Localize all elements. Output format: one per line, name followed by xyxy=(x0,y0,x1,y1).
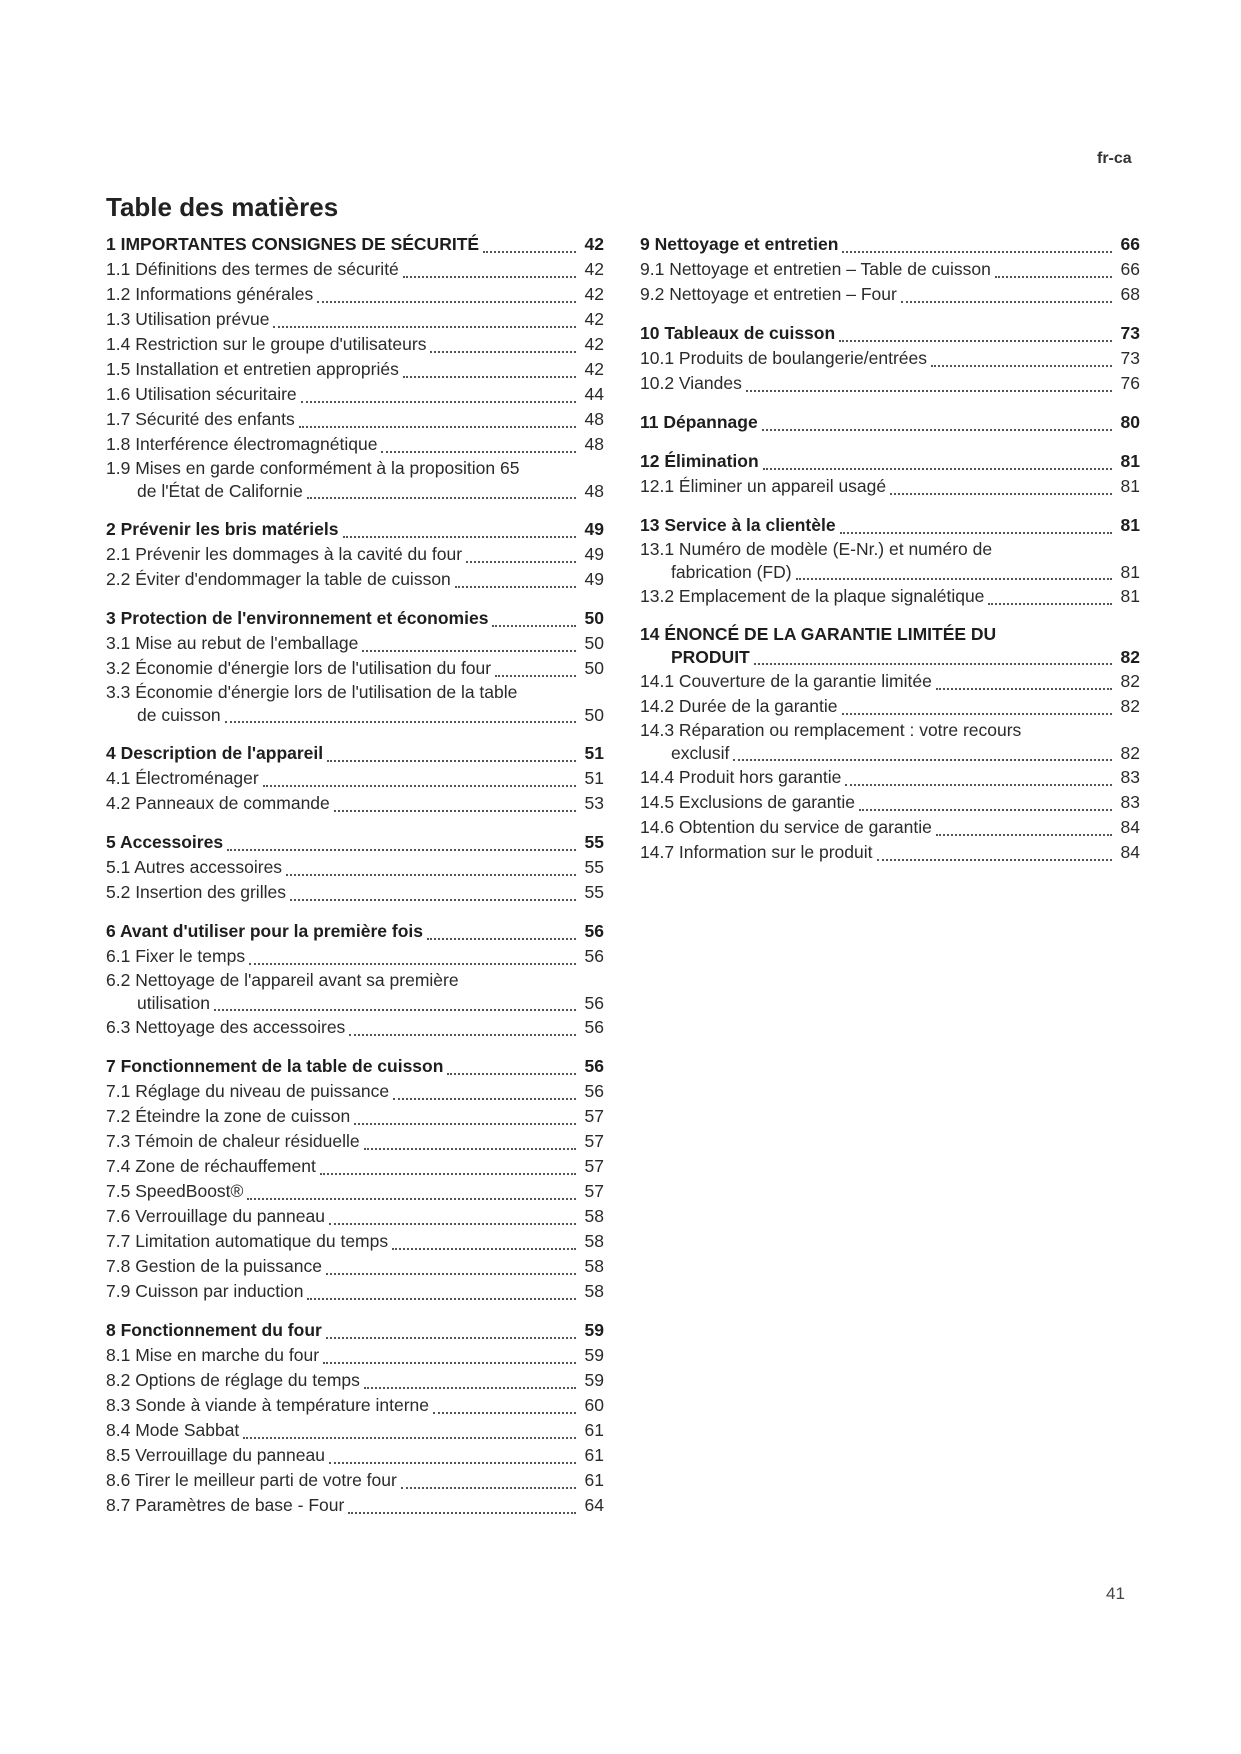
toc-entry-label: 2.2 Éviter d'endommager la table de cuisson xyxy=(106,569,451,589)
toc-page-number: 57 xyxy=(584,1156,604,1176)
dot-leader xyxy=(393,1098,576,1100)
toc-entry-label: 7.2 Éteindre la zone de cuisson xyxy=(106,1106,351,1126)
section-spacer xyxy=(640,396,1140,410)
toc-section-entry[interactable] xyxy=(640,765,1140,790)
toc-chapter-entry[interactable] xyxy=(640,321,1140,346)
toc-page-number: 61 xyxy=(584,1470,604,1490)
toc-entry-label: 6 Avant d'utiliser pour la première fois xyxy=(106,921,423,941)
toc-page-number: 55 xyxy=(584,857,604,877)
toc-page-number: 48 xyxy=(584,434,604,454)
toc-section-entry[interactable] xyxy=(640,790,1140,815)
toc-entry-label: 1.3 Utilisation prévue xyxy=(106,309,270,329)
toc-chapter-entry[interactable] xyxy=(640,513,1140,538)
dot-leader xyxy=(403,276,576,278)
toc-section-entry[interactable] xyxy=(640,538,1140,584)
dot-leader xyxy=(307,497,576,499)
toc-entry-label: 12 Élimination xyxy=(640,451,759,471)
toc-section-entry[interactable] xyxy=(640,669,1140,694)
toc-left-column xyxy=(106,232,604,1518)
toc-section-entry[interactable] xyxy=(106,1179,604,1204)
toc-entry-label: 14.6 Obtention du service de garantie xyxy=(640,817,932,837)
toc-entry-label: 6.3 Nettoyage des accessoires xyxy=(106,1017,346,1037)
dot-leader xyxy=(877,859,1113,861)
dot-leader xyxy=(317,301,576,303)
toc-entry-label: 2 Prévenir les bris matériels xyxy=(106,519,339,539)
toc-entry-label: 14.2 Durée de la garantie xyxy=(640,696,838,716)
dot-leader xyxy=(227,849,576,851)
toc-entry-label: 3.3 Économie d'énergie lors de l'utilisation de la table xyxy=(106,682,518,702)
dot-leader xyxy=(796,578,1112,580)
toc-chapter-entry[interactable] xyxy=(640,449,1140,474)
dot-leader xyxy=(323,1362,576,1364)
toc-page-number: 83 xyxy=(1120,767,1140,787)
toc-entry-label: 8.1 Mise en marche du four xyxy=(106,1345,320,1365)
dot-leader xyxy=(392,1248,576,1250)
toc-section-entry[interactable] xyxy=(106,332,604,357)
dot-leader xyxy=(403,376,576,378)
toc-section-entry[interactable] xyxy=(106,1468,604,1493)
toc-chapter-entry[interactable] xyxy=(640,232,1140,257)
toc-page-number: 82 xyxy=(1120,647,1140,667)
toc-page-number: 64 xyxy=(584,1495,604,1515)
toc-page-number: 44 xyxy=(584,384,604,404)
toc-page-number: 42 xyxy=(584,309,604,329)
toc-entry-label: 10.1 Produits de boulangerie/entrées xyxy=(640,348,928,368)
toc-section-entry[interactable] xyxy=(106,282,604,307)
toc-entry-label: 1.8 Interférence électromagnétique xyxy=(106,434,378,454)
section-spacer xyxy=(640,435,1140,449)
toc-section-entry[interactable] xyxy=(640,346,1140,371)
dot-leader xyxy=(427,938,576,940)
toc-entry-label: 14.7 Information sur le produit xyxy=(640,842,873,862)
dot-leader xyxy=(290,899,576,901)
toc-page-number: 42 xyxy=(584,359,604,379)
toc-page-number: 50 xyxy=(584,633,604,653)
toc-entry-label-continued: exclusif xyxy=(671,743,730,763)
dot-leader xyxy=(364,1148,576,1150)
toc-entry-label: 7.5 SpeedBoost® xyxy=(106,1181,244,1201)
toc-page-number: 56 xyxy=(584,1081,604,1101)
toc-page-number: 81 xyxy=(1120,562,1140,582)
toc-page-number: 42 xyxy=(584,334,604,354)
dot-leader xyxy=(859,809,1112,811)
toc-entry-label: 14.1 Couverture de la garantie limitée xyxy=(640,671,932,691)
toc-page-number: 60 xyxy=(584,1395,604,1415)
toc-page-number: 59 xyxy=(584,1345,604,1365)
toc-section-entry[interactable] xyxy=(106,855,604,880)
dot-leader xyxy=(225,721,576,723)
toc-section-entry[interactable] xyxy=(106,1493,604,1518)
toc-section-entry[interactable] xyxy=(106,1254,604,1279)
dot-leader xyxy=(362,650,576,652)
toc-section-entry[interactable] xyxy=(106,1418,604,1443)
dot-leader xyxy=(495,675,576,677)
toc-entry-label: 8.7 Paramètres de base - Four xyxy=(106,1495,345,1515)
dot-leader xyxy=(343,536,577,538)
toc-page-number: 81 xyxy=(1120,515,1140,535)
dot-leader xyxy=(247,1198,576,1200)
toc-entry-label: 2.1 Prévenir les dommages à la cavité du four xyxy=(106,544,463,564)
dot-leader xyxy=(842,713,1113,715)
dot-leader xyxy=(845,784,1112,786)
toc-entry-label: 8.5 Verrouillage du panneau xyxy=(106,1445,325,1465)
dot-leader xyxy=(492,625,576,627)
section-spacer xyxy=(640,307,1140,321)
toc-page-number: 59 xyxy=(584,1320,604,1340)
dot-leader xyxy=(931,365,1112,367)
toc-entry-label-continued: utilisation xyxy=(137,993,210,1013)
toc-section-entry[interactable] xyxy=(640,257,1140,282)
dot-leader xyxy=(466,561,576,563)
toc-section-entry[interactable] xyxy=(106,1204,604,1229)
toc-page-number: 49 xyxy=(584,569,604,589)
toc-page-number: 51 xyxy=(584,743,604,763)
toc-page-number: 42 xyxy=(584,234,604,254)
toc-page-number: 81 xyxy=(1120,451,1140,471)
toc-section-entry[interactable] xyxy=(106,1393,604,1418)
dot-leader xyxy=(349,1034,576,1036)
dot-leader xyxy=(249,963,576,965)
toc-page-number: 55 xyxy=(584,832,604,852)
dot-leader xyxy=(354,1123,576,1125)
dot-leader xyxy=(320,1173,576,1175)
toc-section-entry[interactable] xyxy=(106,631,604,656)
section-spacer xyxy=(106,1040,604,1054)
toc-section-entry[interactable] xyxy=(106,791,604,816)
toc-section-entry[interactable] xyxy=(106,681,604,727)
toc-entry-label: 5 Accessoires xyxy=(106,832,224,852)
dot-leader xyxy=(447,1073,576,1075)
dot-leader xyxy=(890,493,1112,495)
toc-entry-label: 13.1 Numéro de modèle (E-Nr.) et numéro de xyxy=(640,539,993,559)
toc-entry-label: 7 Fonctionnement de la table de cuisson xyxy=(106,1056,444,1076)
dot-leader xyxy=(273,326,576,328)
toc-section-entry[interactable] xyxy=(106,1279,604,1304)
toc-entry-label: 3.2 Économie d'énergie lors de l'utilisation du four xyxy=(106,658,492,678)
dot-leader xyxy=(263,785,576,787)
toc-page-number: 61 xyxy=(584,1420,604,1440)
toc-section-entry[interactable] xyxy=(106,1368,604,1393)
dot-leader xyxy=(746,390,1112,392)
toc-page-number: 84 xyxy=(1120,817,1140,837)
page-number: 41 xyxy=(1106,1584,1125,1603)
dot-leader xyxy=(842,251,1112,253)
toc-entry-label: 4.2 Panneaux de commande xyxy=(106,793,330,813)
toc-section-entry[interactable] xyxy=(106,1015,604,1040)
toc-chapter-entry[interactable] xyxy=(640,410,1140,435)
toc-entry-label: 8.4 Mode Sabbat xyxy=(106,1420,240,1440)
toc-chapter-entry[interactable] xyxy=(106,830,604,855)
toc-section-entry[interactable] xyxy=(640,815,1140,840)
toc-entry-label: 7.6 Verrouillage du panneau xyxy=(106,1206,325,1226)
toc-entry-label: 14 ÉNONCÉ DE LA GARANTIE LIMITÉE DU xyxy=(640,624,997,644)
toc-section-entry[interactable] xyxy=(106,567,604,592)
toc-entry-label: 7.7 Limitation automatique du temps xyxy=(106,1231,389,1251)
toc-entry-label: 6.1 Fixer le temps xyxy=(106,946,246,966)
toc-entry-label: 1.4 Restriction sur le groupe d'utilisateurs xyxy=(106,334,427,354)
toc-page-number: 48 xyxy=(584,481,604,501)
toc-section-entry[interactable] xyxy=(106,307,604,332)
toc-entry-label: 3.1 Mise au rebut de l'emballage xyxy=(106,633,359,653)
toc-page-number: 58 xyxy=(584,1256,604,1276)
dot-leader xyxy=(301,401,576,403)
toc-section-entry[interactable] xyxy=(106,880,604,905)
toc-page-number: 56 xyxy=(584,1056,604,1076)
toc-entry-label-continued: fabrication (FD) xyxy=(671,562,792,582)
dot-leader xyxy=(348,1512,576,1514)
dot-leader xyxy=(433,1412,576,1414)
toc-section-entry[interactable] xyxy=(106,407,604,432)
section-spacer xyxy=(106,592,604,606)
section-spacer xyxy=(106,727,604,741)
dot-leader xyxy=(733,759,1112,761)
toc-page-number: 50 xyxy=(584,705,604,725)
toc-section-entry[interactable] xyxy=(106,766,604,791)
dot-leader xyxy=(243,1437,576,1439)
toc-chapter-entry[interactable] xyxy=(106,919,604,944)
toc-entry-label: 1 IMPORTANTES CONSIGNES DE SÉCURITÉ xyxy=(106,234,480,254)
dot-leader xyxy=(334,810,576,812)
dot-leader xyxy=(483,251,576,253)
dot-leader xyxy=(329,1223,576,1225)
toc-entry-label: 3 Protection de l'environnement et économies xyxy=(106,608,489,628)
toc-page-number: 81 xyxy=(1120,476,1140,496)
toc-entry-label: 7.8 Gestion de la puissance xyxy=(106,1256,322,1276)
dot-leader xyxy=(364,1387,576,1389)
toc-section-entry[interactable] xyxy=(106,1079,604,1104)
toc-page-number: 58 xyxy=(584,1206,604,1226)
toc-entry-label: 8.3 Sonde à viande à température interne xyxy=(106,1395,429,1415)
toc-entry-label: 13.2 Emplacement de la plaque signalétique xyxy=(640,586,985,606)
toc-page-number: 49 xyxy=(584,544,604,564)
toc-page-number: 68 xyxy=(1120,284,1140,304)
toc-section-entry[interactable] xyxy=(106,357,604,382)
toc-page-number: 57 xyxy=(584,1106,604,1126)
dot-leader xyxy=(430,351,576,353)
toc-entry-label: 1.6 Utilisation sécuritaire xyxy=(106,384,297,404)
toc-entry-label: 9 Nettoyage et entretien xyxy=(640,234,839,254)
toc-section-entry[interactable] xyxy=(106,1154,604,1179)
toc-chapter-entry[interactable] xyxy=(640,623,1140,669)
toc-section-entry[interactable] xyxy=(106,1129,604,1154)
dot-leader xyxy=(839,340,1112,342)
toc-section-entry[interactable] xyxy=(106,1104,604,1129)
toc-page-number: 56 xyxy=(584,946,604,966)
toc-page-number: 58 xyxy=(584,1231,604,1251)
toc-entry-label: 5.1 Autres accessoires xyxy=(106,857,283,877)
toc-page-number: 76 xyxy=(1120,373,1140,393)
dot-leader xyxy=(286,874,576,876)
toc-chapter-entry[interactable] xyxy=(106,1054,604,1079)
toc-entry-label: 4 Description de l'appareil xyxy=(106,743,324,763)
toc-entry-label: 8 Fonctionnement du four xyxy=(106,1320,322,1340)
dot-leader xyxy=(299,426,576,428)
toc-section-entry[interactable] xyxy=(106,457,604,503)
dot-leader xyxy=(326,1273,576,1275)
toc-entry-label: 10.2 Viandes xyxy=(640,373,742,393)
section-spacer xyxy=(640,499,1140,513)
dot-leader xyxy=(936,834,1112,836)
toc-chapter-entry[interactable] xyxy=(106,517,604,542)
dot-leader xyxy=(455,586,576,588)
toc-entry-label: 9.1 Nettoyage et entretien – Table de cuisson xyxy=(640,259,991,279)
toc-entry-label: 1.7 Sécurité des enfants xyxy=(106,409,295,429)
toc-entry-label: 7.3 Témoin de chaleur résiduelle xyxy=(106,1131,360,1151)
toc-section-entry[interactable] xyxy=(106,1229,604,1254)
toc-chapter-entry[interactable] xyxy=(106,1318,604,1343)
section-spacer xyxy=(106,905,604,919)
toc-section-entry[interactable] xyxy=(106,969,604,1015)
dot-leader xyxy=(329,1462,576,1464)
toc-page-number: 57 xyxy=(584,1131,604,1151)
toc-entry-label: 9.2 Nettoyage et entretien – Four xyxy=(640,284,897,304)
toc-section-entry[interactable] xyxy=(640,694,1140,719)
toc-right-column xyxy=(640,232,1140,865)
toc-page-number: 66 xyxy=(1120,259,1140,279)
dot-leader xyxy=(762,429,1112,431)
toc-section-entry[interactable] xyxy=(640,584,1140,609)
toc-page-number: 50 xyxy=(584,658,604,678)
toc-page-number: 53 xyxy=(584,793,604,813)
toc-entry-label: 7.9 Cuisson par induction xyxy=(106,1281,304,1301)
dot-leader xyxy=(763,468,1112,470)
toc-page-number: 82 xyxy=(1120,696,1140,716)
toc-section-entry[interactable] xyxy=(640,719,1140,765)
toc-entry-label-continued: PRODUIT xyxy=(671,647,750,667)
dot-leader xyxy=(840,532,1112,534)
toc-section-entry[interactable] xyxy=(106,382,604,407)
language-code: fr-ca xyxy=(1097,150,1132,167)
toc-section-entry[interactable] xyxy=(640,371,1140,396)
toc-section-entry[interactable] xyxy=(106,1443,604,1468)
toc-chapter-entry[interactable] xyxy=(106,232,604,257)
toc-page-number: 66 xyxy=(1120,234,1140,254)
toc-entry-label: 6.2 Nettoyage de l'appareil avant sa première xyxy=(106,970,459,990)
toc-entry-label: 1.2 Informations générales xyxy=(106,284,314,304)
page-title: Table des matières xyxy=(106,192,339,222)
dot-leader xyxy=(327,760,576,762)
toc-page-number: 58 xyxy=(584,1281,604,1301)
dot-leader xyxy=(381,451,576,453)
toc-page-number: 84 xyxy=(1120,842,1140,862)
toc-section-entry[interactable] xyxy=(106,944,604,969)
dot-leader xyxy=(901,301,1112,303)
section-spacer xyxy=(106,1304,604,1318)
toc-entry-label-continued: de l'État de Californie xyxy=(137,481,303,501)
toc-entry-label: 14.5 Exclusions de garantie xyxy=(640,792,855,812)
section-spacer xyxy=(640,609,1140,623)
toc-section-entry[interactable] xyxy=(106,656,604,681)
dot-leader xyxy=(307,1298,576,1300)
toc-page-number: 42 xyxy=(584,259,604,279)
toc-entry-label-continued: de cuisson xyxy=(137,705,221,725)
toc-entry-label: 10 Tableaux de cuisson xyxy=(640,323,836,343)
toc-page-number: 49 xyxy=(584,519,604,539)
toc-entry-label: 14.4 Produit hors garantie xyxy=(640,767,842,787)
toc-page-number: 82 xyxy=(1120,743,1140,763)
toc-entry-label: 4.1 Électroménager xyxy=(106,768,259,788)
dot-leader xyxy=(936,688,1112,690)
toc-page-number: 56 xyxy=(584,993,604,1013)
toc-entry-label: 13 Service à la clientèle xyxy=(640,515,836,535)
toc-chapter-entry[interactable] xyxy=(106,741,604,766)
toc-page-number: 80 xyxy=(1120,412,1140,432)
toc-entry-label: 8.2 Options de réglage du temps xyxy=(106,1370,360,1390)
toc-page-number: 82 xyxy=(1120,671,1140,691)
toc-page-number: 48 xyxy=(584,409,604,429)
dot-leader xyxy=(988,603,1112,605)
toc-section-entry[interactable] xyxy=(106,1343,604,1368)
toc-page-number: 57 xyxy=(584,1181,604,1201)
toc-entry-label: 1.9 Mises en garde conformément à la proposition 65 xyxy=(106,458,520,478)
toc-page-number: 81 xyxy=(1120,586,1140,606)
toc-entry-label: 14.3 Réparation ou remplacement : votre recours xyxy=(640,720,1022,740)
dot-leader xyxy=(995,276,1112,278)
toc-section-entry[interactable] xyxy=(640,474,1140,499)
toc-entry-label: 12.1 Éliminer un appareil usagé xyxy=(640,476,887,496)
toc-page-number: 51 xyxy=(584,768,604,788)
toc-page-number: 73 xyxy=(1120,323,1140,343)
toc-page-number: 50 xyxy=(584,608,604,628)
dot-leader xyxy=(214,1009,576,1011)
toc-section-entry[interactable] xyxy=(106,257,604,282)
toc-page-number: 73 xyxy=(1120,348,1140,368)
toc-section-entry[interactable] xyxy=(640,840,1140,865)
toc-entry-label: 8.6 Tirer le meilleur parti de votre four xyxy=(106,1470,397,1490)
toc-entry-label: 1.1 Définitions des termes de sécurité xyxy=(106,259,399,279)
toc-entry-label: 11 Dépannage xyxy=(640,412,758,432)
section-spacer xyxy=(106,503,604,517)
toc-entry-label: 7.1 Réglage du niveau de puissance xyxy=(106,1081,390,1101)
section-spacer xyxy=(106,816,604,830)
dot-leader xyxy=(326,1337,576,1339)
toc-page-number: 56 xyxy=(584,921,604,941)
toc-entry-label: 5.2 Insertion des grilles xyxy=(106,882,286,902)
toc-chapter-entry[interactable] xyxy=(106,606,604,631)
toc-section-entry[interactable] xyxy=(106,432,604,457)
toc-section-entry[interactable] xyxy=(640,282,1140,307)
toc-page-number: 83 xyxy=(1120,792,1140,812)
toc-entry-label: 1.5 Installation et entretien appropriés xyxy=(106,359,399,379)
toc-entry-label: 7.4 Zone de réchauffement xyxy=(106,1156,316,1176)
dot-leader xyxy=(754,663,1112,665)
toc-page-number: 59 xyxy=(584,1370,604,1390)
toc-page-number: 42 xyxy=(584,284,604,304)
toc-page-number: 56 xyxy=(584,1017,604,1037)
toc-page-number: 55 xyxy=(584,882,604,902)
dot-leader xyxy=(401,1487,576,1489)
toc-page-number: 61 xyxy=(584,1445,604,1465)
toc-section-entry[interactable] xyxy=(106,542,604,567)
